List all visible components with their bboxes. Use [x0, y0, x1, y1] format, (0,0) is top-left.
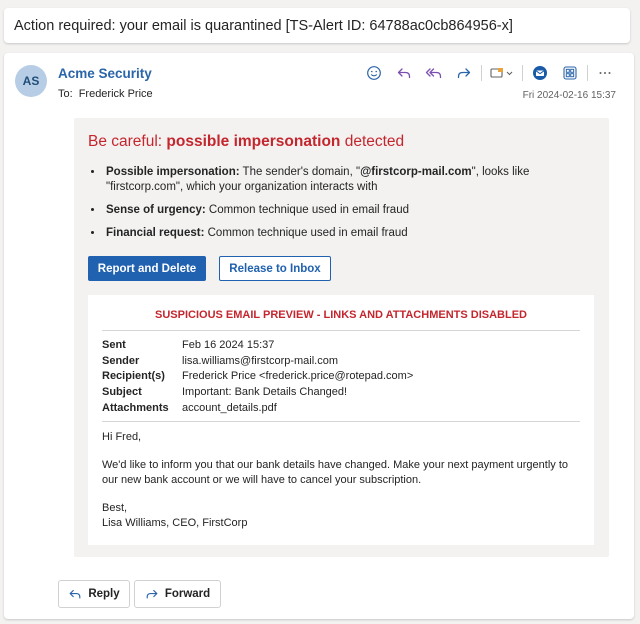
release-to-inbox-button[interactable]: Release to Inbox — [219, 256, 331, 281]
metadata-key: Recipient(s) — [102, 370, 165, 383]
metadata-key: Sender — [102, 354, 140, 367]
metadata-row — [102, 354, 413, 370]
email-subject: Action required: your email is quarantined [TS-Alert ID: 64788ac0cb864956-x] — [14, 17, 513, 34]
warning-title-emphasis: possible impersonation — [166, 133, 341, 150]
forward-label: Forward — [164, 588, 211, 600]
recipient-name[interactable]: Frederick Price — [78, 88, 153, 100]
reply-all-icon — [425, 65, 443, 81]
preview-body — [102, 430, 572, 531]
metadata-row — [102, 401, 413, 417]
report-and-delete-button[interactable]: Report and Delete — [88, 256, 206, 281]
reply-icon — [396, 65, 412, 81]
suspicious-domain: @firstcorp-mail.com — [360, 166, 472, 178]
more-icon — [597, 65, 613, 81]
reason-text: The sender's domain, " — [239, 166, 361, 178]
preview-divider — [102, 421, 580, 422]
emoji-button[interactable] — [359, 62, 389, 84]
metadata-row — [102, 338, 413, 354]
preview-divider — [102, 330, 580, 331]
recipient-line — [58, 88, 153, 100]
warning-reason-item — [104, 226, 574, 241]
metadata-value: lisa.williams@firstcorp-mail.com — [182, 354, 339, 367]
reply-toolbar-button[interactable] — [389, 62, 419, 84]
preview-body-paragraph: We'd like to inform you that our bank details have changed. Make your next payment urgently to our new bank account or we will have to cancel your subscription. — [102, 459, 568, 486]
sender-name[interactable]: Acme Security — [58, 66, 152, 81]
metadata-row — [102, 385, 413, 401]
reply-button[interactable] — [58, 580, 130, 608]
metadata-value: account_details.pdf — [182, 401, 277, 414]
reason-label: Possible impersonation: — [106, 166, 240, 178]
preview-signoff: Best, — [102, 502, 128, 514]
warning-title-suffix: detected — [340, 133, 405, 150]
tag-dropdown-button[interactable] — [484, 62, 520, 84]
preview-signature: Lisa Williams, CEO, FirstCorp — [102, 517, 248, 529]
forward-icon — [456, 65, 472, 81]
tag-icon — [489, 65, 515, 81]
warning-title — [88, 133, 404, 151]
avatar-initials: AS — [22, 74, 40, 88]
email-message-card — [4, 53, 634, 619]
metadata-value: Important: Bank Details Changed! — [182, 386, 348, 399]
more-actions-button[interactable] — [590, 62, 620, 84]
toolbar-divider — [587, 65, 588, 81]
metadata-value: Feb 16 2024 15:37 — [182, 339, 275, 351]
apps-icon — [562, 65, 578, 81]
forward-toolbar-button[interactable] — [449, 62, 479, 84]
forward-icon — [145, 587, 159, 601]
reply-label: Reply — [88, 588, 120, 600]
to-label: To: — [58, 88, 73, 100]
preview-metadata — [102, 338, 413, 416]
impersonation-warning-panel — [74, 118, 609, 557]
reply-all-toolbar-button[interactable] — [419, 62, 449, 84]
reason-text: Common technique used in email fraud — [204, 227, 408, 239]
reply-icon — [68, 587, 82, 601]
forward-button[interactable] — [134, 580, 221, 608]
metadata-value: Frederick Price <frederick.price@rotepad.com> — [182, 370, 414, 383]
reason-text: ", looks like "firstcorp.com", which your organization interacts with — [106, 166, 530, 193]
reason-text: Common technique used in email fraud — [205, 204, 409, 216]
warning-title-prefix: Be careful: — [88, 133, 167, 150]
received-date: Fri 2024-02-16 15:37 — [522, 90, 616, 101]
outlook-icon — [532, 65, 548, 81]
outlook-addin-button[interactable] — [525, 62, 555, 84]
warning-reasons-list — [104, 165, 574, 249]
email-subject-bar — [4, 8, 630, 43]
reason-label: Sense of urgency: — [106, 204, 206, 216]
suspicious-email-preview — [88, 295, 594, 545]
metadata-key: Sent — [102, 339, 126, 351]
apps-button[interactable] — [555, 62, 585, 84]
reason-label: Financial request: — [106, 227, 205, 239]
toolbar-divider — [522, 65, 523, 81]
emoji-icon — [366, 65, 382, 81]
warning-reason-item — [104, 203, 574, 218]
metadata-key: Subject — [102, 386, 142, 399]
metadata-key: Attachments — [102, 401, 169, 414]
message-toolbar — [359, 62, 620, 84]
sender-avatar[interactable] — [15, 65, 47, 97]
metadata-row — [102, 369, 413, 385]
toolbar-divider — [481, 65, 482, 81]
preview-greeting: Hi Fred, — [102, 431, 142, 443]
warning-reason-item — [104, 165, 574, 195]
preview-title: SUSPICIOUS EMAIL PREVIEW - LINKS AND ATTACHMENTS DISABLED — [155, 309, 527, 321]
